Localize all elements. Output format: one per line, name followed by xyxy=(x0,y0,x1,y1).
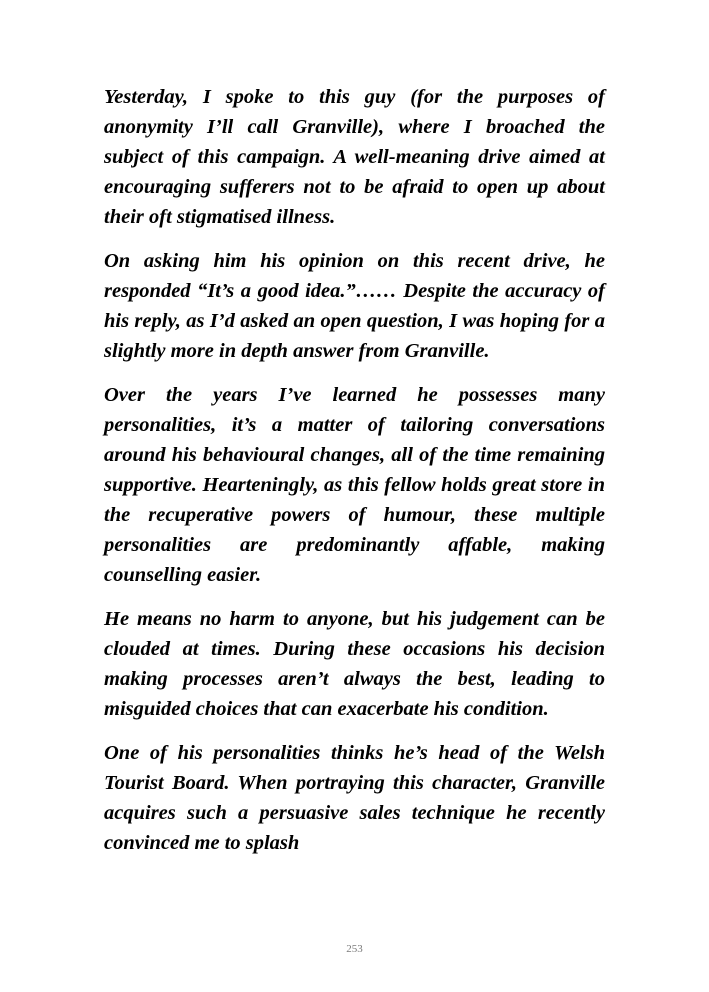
body-text xyxy=(104,82,605,872)
paragraph-3: Over the years I’ve learned he possesses many personalities, it’s a matter of tailoring conversations around his behavioural changes, all of the time remaining supportive. Hearteningly, as this fellow holds great store in the recuperative powers of humour, these multiple personalities are predominantly affable, making counselling easier. xyxy=(104,384,605,586)
page-number: 253 xyxy=(346,943,363,955)
paragraph-5: One of his personalities thinks he’s head of the Welsh Tourist Board. When portraying this character, Granville acquires such a persuasive sales technique he recently convinced me to splash xyxy=(104,742,605,854)
paragraph-1: Yesterday, I spoke to this guy (for the purposes of anonymity I’ll call Granville), where I broached the subject of this campaign. A well-meaning drive aimed at encouraging sufferers not to be afraid to open up about their oft stigmatised illness. xyxy=(104,86,605,228)
paragraph-4: He means no harm to anyone, but his judgement can be clouded at times. During these occasions his decision making processes aren’t always the best, leading to misguided choices that can exacerbate his condition. xyxy=(104,608,605,720)
paragraph-2: On asking him his opinion on this recent drive, he responded “It’s a good idea.”…… Despite the accuracy of his reply, as I’d asked an open question, I was hoping for a slightly more in depth answer from Granville. xyxy=(104,250,605,362)
